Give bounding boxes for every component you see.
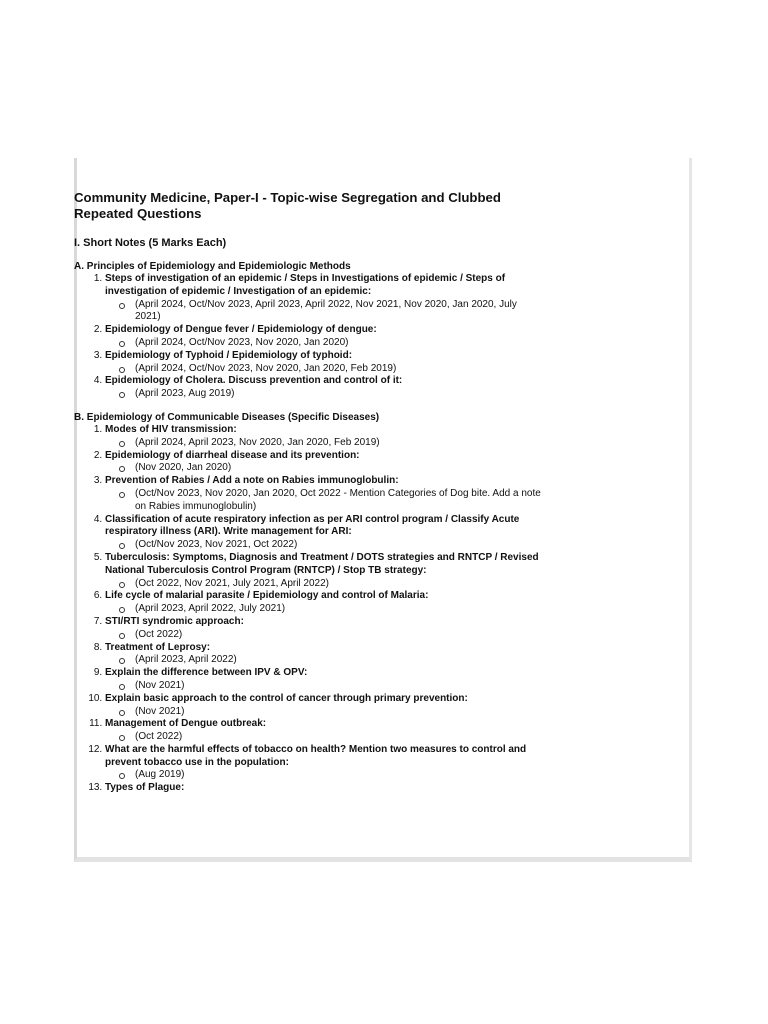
exam-dates-list — [105, 731, 544, 744]
question-text: Explain basic approach to the control of cancer through primary prevention: — [105, 692, 468, 704]
question-list — [74, 424, 544, 795]
question-text: Classification of acute respiratory infection as per ARI control program / Classify Acute respiratory illness (ARI). Write management for ARI: — [105, 513, 520, 538]
exam-dates: (Oct 2022) — [135, 731, 544, 744]
exam-dates-list — [105, 488, 544, 514]
exam-dates-list — [105, 462, 544, 475]
question-text: Treatment of Leprosy: — [105, 641, 211, 653]
question-item — [105, 552, 544, 590]
question-text: STI/RTI syndromic approach: — [105, 615, 244, 627]
exam-dates: (Oct/Nov 2023, Nov 2021, Oct 2022) — [135, 539, 544, 552]
document-title: Community Medicine, Paper-I - Topic-wise Segregation and Clubbed Repeated Questions — [74, 190, 501, 221]
question-text: Types of Plague: — [105, 782, 185, 794]
question-text: What are the harmful effects of tobacco on health? Mention two measures to control and prevent tobacco use in the population: — [105, 743, 527, 768]
document-content — [74, 190, 544, 795]
exam-dates-list — [105, 629, 544, 642]
question-item — [105, 375, 544, 401]
exam-dates: (April 2024, Oct/Nov 2023, April 2023, April 2022, Nov 2021, Nov 2020, Jan 2020, July 2021) — [135, 299, 544, 325]
document-subtitle: I. Short Notes (5 Marks Each) — [74, 237, 227, 249]
question-text: Prevention of Rabies / Add a note on Rabies immunoglobulin: — [105, 475, 399, 487]
question-item — [105, 424, 544, 450]
sections-container — [74, 260, 544, 795]
question-item — [105, 514, 544, 552]
question-item — [105, 782, 544, 795]
question-text: Explain the difference between IPV & OPV: — [105, 667, 308, 679]
section-heading: A. Principles of Epidemiology and Epidemiologic Methods — [74, 261, 351, 272]
exam-dates: (April 2023, Aug 2019) — [135, 388, 544, 401]
exam-dates-list — [105, 299, 544, 325]
question-item — [105, 324, 544, 350]
question-item — [105, 642, 544, 668]
exam-dates: (Oct 2022) — [135, 629, 544, 642]
exam-dates-list — [105, 388, 544, 401]
exam-dates: (April 2023, April 2022) — [135, 654, 544, 667]
question-text: Management of Dengue outbreak: — [105, 718, 267, 730]
exam-dates: (April 2024, Oct/Nov 2023, Nov 2020, Jan 2020) — [135, 337, 544, 350]
question-item — [105, 616, 544, 642]
question-item — [105, 590, 544, 616]
question-item — [105, 350, 544, 376]
exam-dates: (Nov 2021) — [135, 706, 544, 719]
question-item — [105, 450, 544, 476]
question-text: Epidemiology of Cholera. Discuss prevention and control of it: — [105, 375, 403, 387]
exam-dates: (Nov 2020, Jan 2020) — [135, 462, 544, 475]
question-text: Epidemiology of diarrheal disease and its prevention: — [105, 449, 360, 461]
exam-dates: (Oct/Nov 2023, Nov 2020, Jan 2020, Oct 2022 - Mention Categories of Dog bite. Add a note on Rabies immunoglobulin) — [135, 488, 544, 514]
question-item — [105, 273, 544, 324]
section-heading: B. Epidemiology of Communicable Diseases (Specific Diseases) — [74, 411, 380, 423]
question-item — [105, 718, 544, 744]
question-list — [74, 273, 544, 401]
question-item — [105, 667, 544, 693]
question-text: Modes of HIV transmission: — [105, 423, 237, 435]
exam-dates: (April 2024, Oct/Nov 2023, Nov 2020, Jan 2020, Feb 2019) — [135, 363, 544, 376]
exam-dates-list — [105, 539, 544, 552]
exam-dates: (Nov 2021) — [135, 680, 544, 693]
question-text: Epidemiology of Typhoid / Epidemiology of typhoid: — [105, 349, 353, 361]
exam-dates: (Aug 2019) — [135, 769, 544, 782]
question-item — [105, 693, 544, 719]
question-text: Life cycle of malarial parasite / Epidemiology and control of Malaria: — [105, 590, 429, 602]
exam-dates-list — [105, 337, 544, 350]
exam-dates-list — [105, 706, 544, 719]
exam-dates-list — [105, 603, 544, 616]
exam-dates-list — [105, 654, 544, 667]
question-text: Epidemiology of Dengue fever / Epidemiology of dengue: — [105, 324, 377, 336]
question-text: Tuberculosis: Symptoms, Diagnosis and Treatment / DOTS strategies and RNTCP / Revised National Tuberculosis Control Program (RNTCP) / Stop TB strategy: — [105, 551, 539, 576]
question-item — [105, 475, 544, 513]
exam-dates-list — [105, 680, 544, 693]
exam-dates: (April 2023, April 2022, July 2021) — [135, 603, 544, 616]
exam-dates-list — [105, 437, 544, 450]
exam-dates-list — [105, 363, 544, 376]
question-text: Steps of investigation of an epidemic / Steps in Investigations of epidemic / Steps of investigation of epidemic / Investigation of an epidemic: — [105, 273, 506, 297]
question-item — [105, 744, 544, 782]
exam-dates-list — [105, 769, 544, 782]
exam-dates: (Oct 2022, Nov 2021, July 2021, April 2022) — [135, 578, 544, 591]
exam-dates-list — [105, 578, 544, 591]
exam-dates: (April 2024, April 2023, Nov 2020, Jan 2020, Feb 2019) — [135, 437, 544, 450]
